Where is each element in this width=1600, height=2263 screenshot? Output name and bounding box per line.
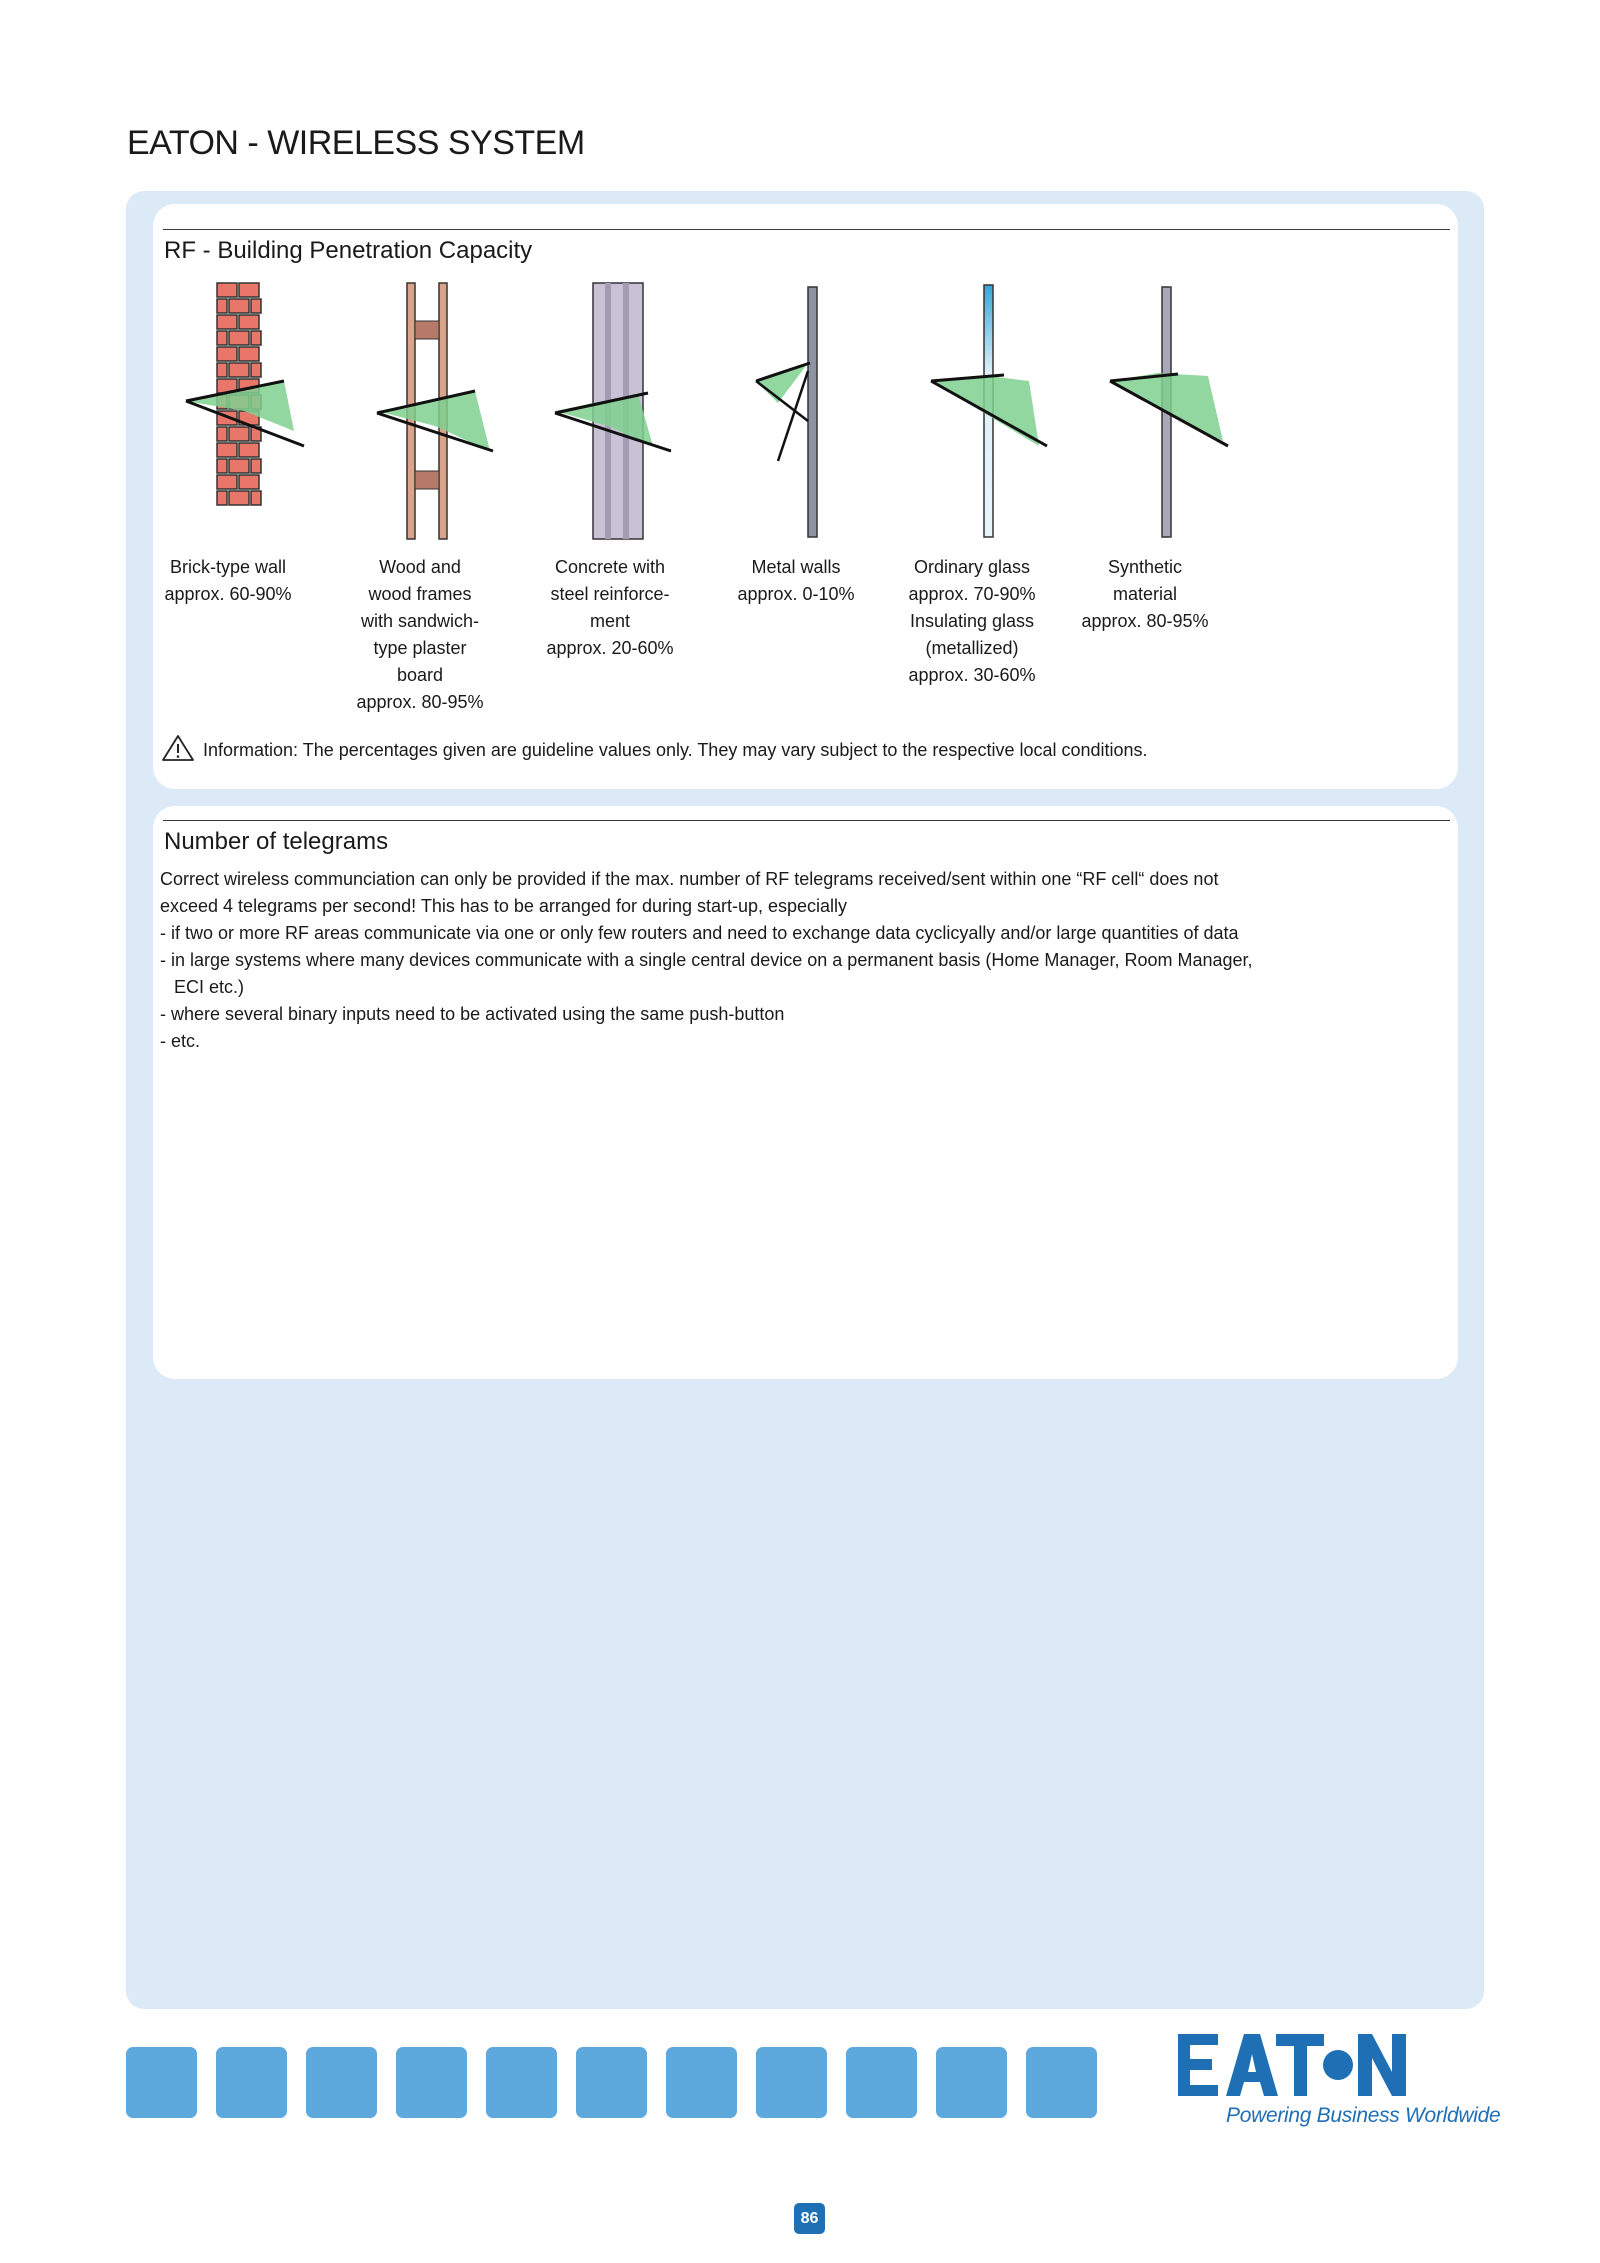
concrete-wall-illustration <box>553 281 693 541</box>
nav-box[interactable] <box>576 2047 647 2118</box>
nav-box[interactable] <box>396 2047 467 2118</box>
nav-box[interactable] <box>216 2047 287 2118</box>
synthetic-wall-illustration <box>1108 281 1238 541</box>
caption-concrete <box>535 554 685 662</box>
caption-line: approx. 30-60% <box>908 665 1036 685</box>
caption-line: Concrete with <box>554 557 666 577</box>
caption-line: approx. 80-95% <box>1081 611 1209 631</box>
eaton-logo <box>1178 2034 1408 2103</box>
caption-line: material <box>1112 584 1178 604</box>
info-text: Information: The percentages given are guideline values only. They may vary subject to the respective local conditions. <box>203 740 1148 760</box>
caption-line: approx. 60-90% <box>164 584 292 604</box>
caption-line: Wood and <box>379 557 461 577</box>
caption-line: Synthetic <box>1107 557 1183 577</box>
body-line: - where several binary inputs need to be activated using the same push-button <box>160 1004 785 1024</box>
rf-section-title: RF - Building Penetration Capacity <box>164 237 533 264</box>
footer-nav-boxes <box>126 2047 1097 2118</box>
body-line: - in large systems where many devices communicate with a single central device on a permanent basis (Home Manager, Room Manager, <box>160 950 1253 970</box>
caption-metal <box>721 554 871 608</box>
nav-box[interactable] <box>306 2047 377 2118</box>
metal-wall-illustration <box>748 281 858 541</box>
caption-line: approx. 0-10% <box>737 584 855 604</box>
telegrams-section-title: Number of telegrams <box>164 828 389 855</box>
body-line: Correct wireless communciation can only be provided if the max. number of RF telegrams received/sent within one “RF cell“ does not <box>160 869 1219 889</box>
wood-frame-illustration <box>375 281 505 541</box>
body-line: - if two or more RF areas communicate via one or only few routers and need to exchange data cyclicyally and/or large quantities of data <box>160 923 1239 943</box>
caption-line: approx. 20-60% <box>546 638 674 658</box>
glass-wall-illustration <box>929 281 1059 541</box>
body-line: - etc. <box>160 1031 201 1051</box>
nav-box[interactable] <box>486 2047 557 2118</box>
caption-line: board <box>396 665 444 685</box>
caption-line: (metallized) <box>925 638 1019 658</box>
caption-line: Brick-type wall <box>169 557 287 577</box>
info-note <box>161 734 1148 767</box>
nav-box[interactable] <box>936 2047 1007 2118</box>
caption-line: Metal walls <box>751 557 841 577</box>
telegrams-body <box>160 866 1450 1055</box>
caption-line: with sandwich- <box>360 611 480 631</box>
page-number: 86 <box>794 2203 825 2234</box>
page-title: EATON - WIRELESS SYSTEM <box>127 124 585 162</box>
nav-box[interactable] <box>1026 2047 1097 2118</box>
section-divider <box>163 229 1450 230</box>
caption-line: approx. 70-90% <box>908 584 1036 604</box>
body-line: ECI etc.) <box>174 977 245 997</box>
caption-line: ment <box>589 611 631 631</box>
rf-penetration-card <box>153 204 1458 789</box>
caption-line: type plaster <box>373 638 467 658</box>
telegrams-card <box>153 806 1458 1379</box>
brick-wall-illustration <box>184 281 324 541</box>
warning-icon <box>161 734 195 767</box>
nav-box[interactable] <box>666 2047 737 2118</box>
caption-line: approx. 80-95% <box>356 692 484 712</box>
nav-box[interactable] <box>126 2047 197 2118</box>
nav-box[interactable] <box>846 2047 917 2118</box>
caption-line: steel reinforce- <box>550 584 670 604</box>
caption-line: wood frames <box>368 584 472 604</box>
brand-tagline: Powering Business Worldwide <box>1226 2104 1501 2127</box>
section-divider <box>163 820 1450 821</box>
caption-line: Ordinary glass <box>913 557 1031 577</box>
nav-box[interactable] <box>756 2047 827 2118</box>
caption-wood <box>345 554 495 716</box>
caption-brick <box>153 554 303 608</box>
caption-line: Insulating glass <box>909 611 1035 631</box>
caption-glass <box>897 554 1047 689</box>
body-line: exceed 4 telegrams per second! This has to be arranged for during start-up, especially <box>160 896 848 916</box>
caption-synthetic <box>1070 554 1220 635</box>
